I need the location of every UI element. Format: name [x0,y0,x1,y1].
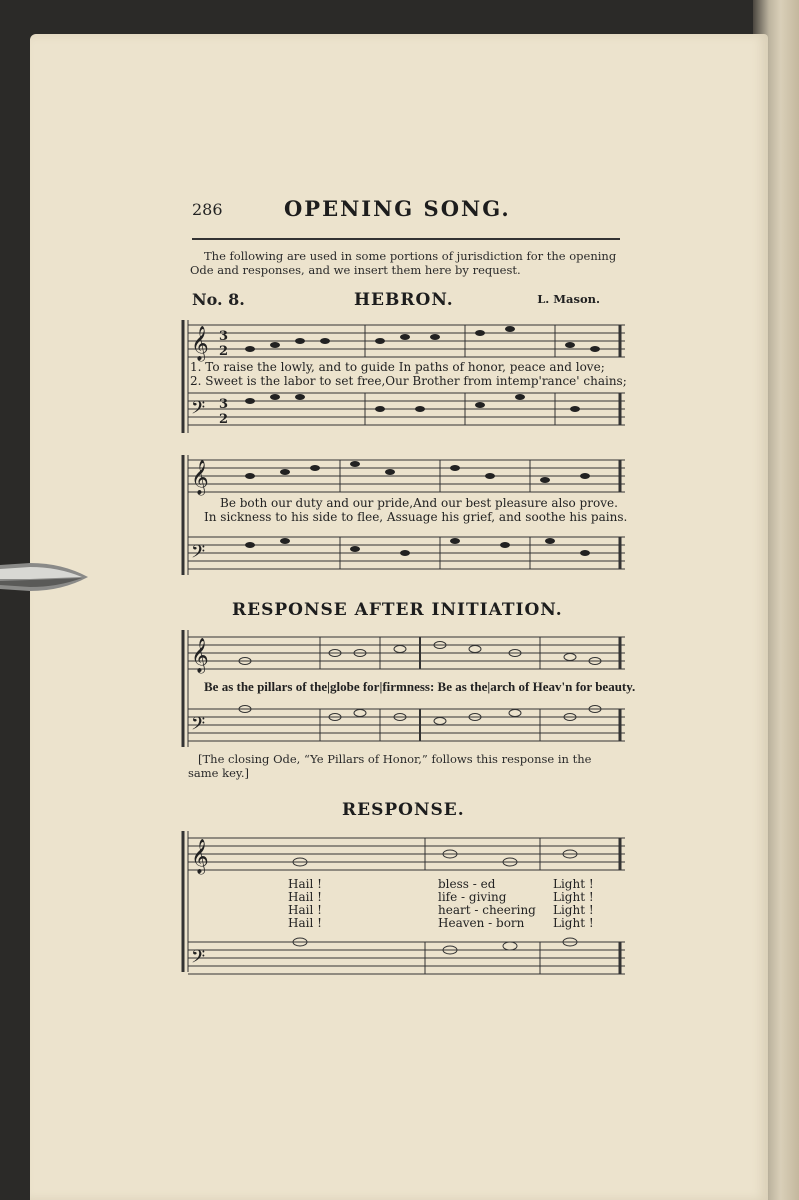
bass-clef-icon: 𝄢 [191,714,206,739]
hebron-lyric-1-1: 1. To raise the lowly, and to guide In paths of honor, peace and love; [190,360,605,374]
response-word-hail: Hail ! [288,877,322,891]
response-word-middle: bless - ed [438,877,496,891]
header-rule [192,238,620,240]
treble-clef-icon: 𝄞 [191,638,209,673]
response-lyrics [288,877,608,929]
bass-clef-icon: 𝄢 [191,947,206,972]
closing-note: [The closing Ode, “Ye Pillars of Honor,” follows this response in the same key.] [188,752,592,780]
tune-name: HEBRON. [354,290,454,310]
response-row [288,890,608,903]
hebron-lyric-2-2: In sickness to his side to flee, Assuage his grief, and soothe his pains. [204,510,628,524]
time-signature: 2 [219,344,229,359]
response-row [288,877,608,890]
hymn-number: No. 8. [192,290,245,309]
treble-clef-icon: 𝄞 [191,326,209,361]
bass-clef-icon: 𝄢 [191,542,206,567]
page-number: 286 [192,200,223,219]
response-row [288,916,608,929]
response-word-light: Light ! [553,890,594,904]
intro-paragraph: The following are used in some portions of jurisdiction for the opening Ode and responses, and we insert them here by request. [190,249,617,277]
response-title: RESPONSE. [342,800,465,820]
response-word-hail: Hail ! [288,903,322,917]
response-word-light: Light ! [553,877,594,891]
time-signature: 3 [219,397,229,412]
letter-opener-blade [0,555,90,599]
response-row [288,903,608,916]
page-header [192,196,622,246]
response-word-middle: heart - cheering [438,903,536,917]
composer-name: L. Mason. [537,292,600,306]
response-word-middle: life - giving [438,890,507,904]
response-word-light: Light ! [553,916,594,930]
tune-heading [192,290,604,310]
treble-clef-icon: 𝄞 [191,839,209,874]
response-after-initiation-title: RESPONSE AFTER INITIATION. [232,600,563,620]
response-word-hail: Hail ! [288,890,322,904]
response-after-initiation-lyrics: Be as the pillars of the|globe for|firmness: Be as the|arch of Heav'n for beauty. [204,679,636,694]
running-title: OPENING SONG. [284,196,511,221]
hebron-lyric-1-2: 2. Sweet is the labor to set free,Our Brother from intemp'rance' chains; [190,374,627,388]
response-word-middle: Heaven - born [438,916,525,930]
hebron-score [175,315,630,585]
time-signature: 3 [219,329,229,344]
bass-clef-icon: 𝄢 [191,398,206,423]
treble-clef-icon: 𝄞 [191,460,209,495]
time-signature: 2 [219,412,229,427]
hebron-lyric-2-1: Be both our duty and our pride,And our best pleasure also prove. [220,496,618,510]
response-word-light: Light ! [553,903,594,917]
staff-treble-1 [188,325,625,357]
response-word-hail: Hail ! [288,916,322,930]
staff-bass-1 [188,393,625,425]
